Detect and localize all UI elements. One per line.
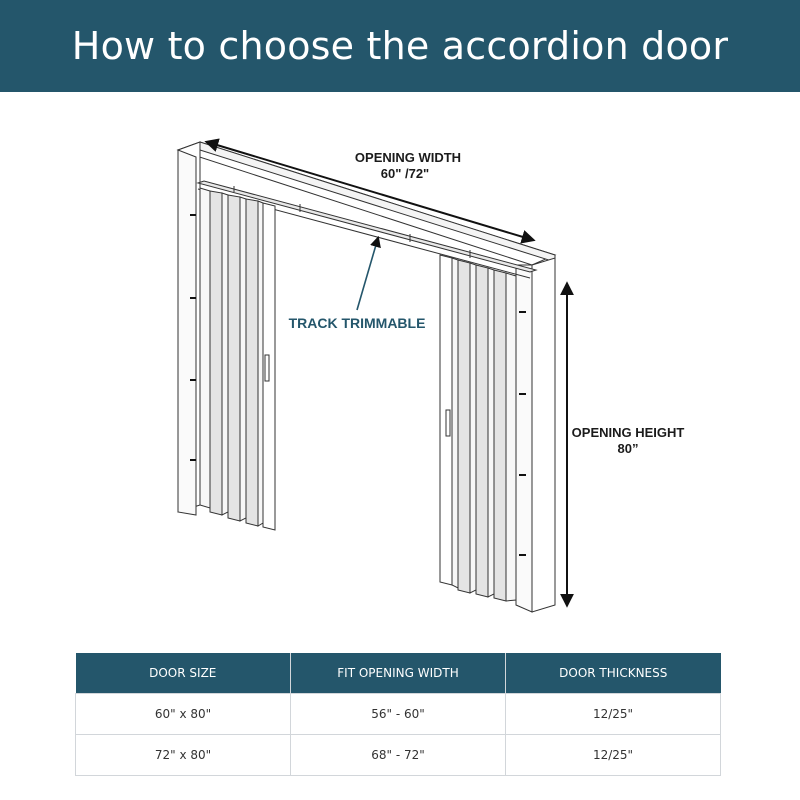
table-row xyxy=(76,694,721,735)
track-trimmable-label: TRACK TRIMMABLE xyxy=(288,315,426,331)
page-title: How to choose the accordion door xyxy=(71,24,729,68)
opening-height-value: 80” xyxy=(617,441,639,456)
cell-door-size: 60" x 80" xyxy=(76,694,291,735)
header-door-size: DOOR SIZE xyxy=(76,653,291,694)
header-fit-opening-width: FIT OPENING WIDTH xyxy=(291,653,506,694)
opening-width-label: OPENING WIDTH xyxy=(354,150,462,165)
cell-door-thickness: 12/25" xyxy=(506,694,721,735)
cell-fit-opening-width: 56" - 60" xyxy=(291,694,506,735)
table-row xyxy=(76,735,721,776)
header-banner xyxy=(0,0,800,92)
door-diagram xyxy=(0,92,800,632)
cell-fit-opening-width: 68" - 72" xyxy=(291,735,506,776)
cell-door-thickness: 12/25" xyxy=(506,735,721,776)
cell-door-size: 72" x 80" xyxy=(76,735,291,776)
header-door-thickness: DOOR THICKNESS xyxy=(506,653,721,694)
track-trimmable-arrow xyxy=(357,238,378,310)
opening-height-label: OPENING HEIGHT xyxy=(571,425,685,440)
opening-width-value: 60" /72" xyxy=(380,166,430,181)
left-door-panels xyxy=(200,188,275,530)
table-header-row xyxy=(76,653,721,694)
door-size-table xyxy=(75,653,721,776)
right-door-panels xyxy=(440,255,516,601)
